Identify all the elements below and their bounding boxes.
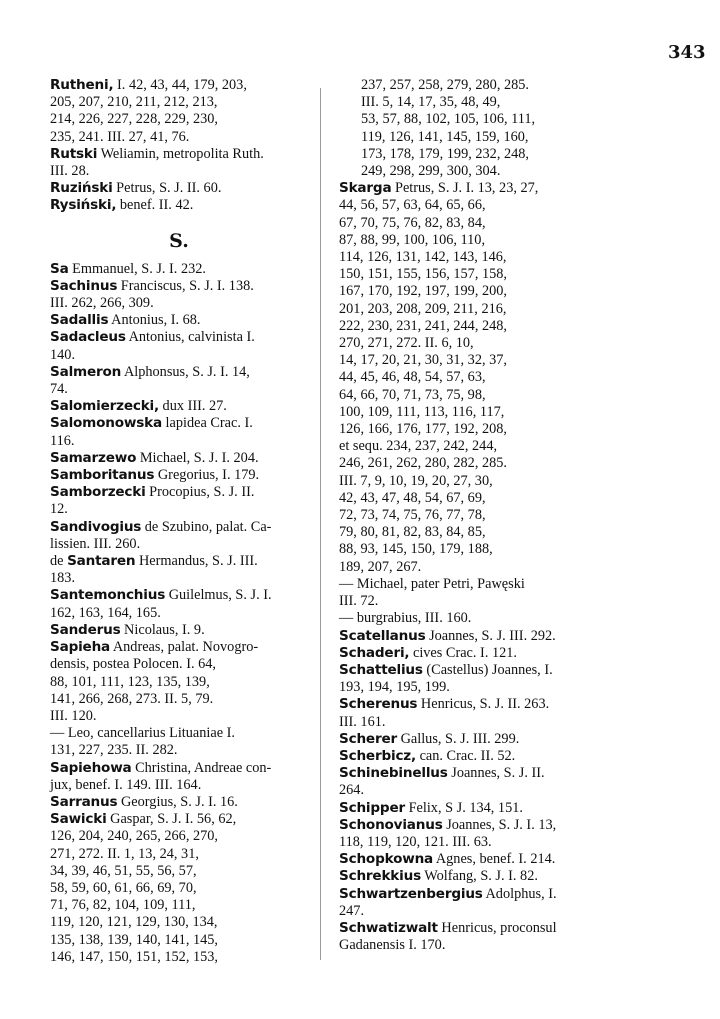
entry-line bbox=[339, 782, 590, 799]
index-entry bbox=[339, 610, 590, 627]
entry-headword: Sachinus bbox=[50, 277, 118, 294]
entry-line bbox=[50, 484, 308, 501]
entry-line bbox=[339, 833, 590, 851]
entry-text: III. 28. bbox=[50, 163, 90, 180]
entry-line bbox=[339, 644, 590, 662]
entry-text: Georgius, S. J. I. 16. bbox=[120, 793, 238, 810]
entry-text: III. 120. bbox=[50, 707, 97, 724]
entry-text: Gallus, S. J. III. 299. bbox=[400, 730, 520, 747]
entry-line bbox=[50, 879, 308, 897]
index-entry bbox=[339, 800, 590, 817]
entry-text: 79, 80, 81, 82, 83, 84, 85, bbox=[339, 524, 486, 541]
entry-line bbox=[50, 776, 308, 794]
entry-headword: Sandivogius bbox=[50, 518, 142, 535]
entry-headword: Sapiehowa bbox=[50, 759, 132, 776]
entry-line bbox=[50, 363, 308, 381]
entry-headword: Sanderus bbox=[50, 621, 121, 638]
entry-line bbox=[339, 214, 590, 232]
entry-line bbox=[339, 661, 590, 679]
entry-headword: Schipper bbox=[339, 799, 405, 816]
index-entry bbox=[50, 415, 308, 449]
entry-text: 118, 119, 120, 121. III. 63. bbox=[339, 833, 492, 850]
entry-line bbox=[339, 231, 590, 249]
entry-line bbox=[50, 931, 308, 949]
entry-line bbox=[339, 868, 590, 885]
entry-prefix: — bbox=[50, 725, 65, 742]
index-entry bbox=[50, 197, 308, 214]
entry-text: densis, postea Polocen. I. 64, bbox=[50, 656, 216, 673]
entry-text: 270, 271, 272. II. 6, 10, bbox=[339, 335, 474, 352]
entry-text: Michael, S. J. I. 204. bbox=[139, 449, 259, 466]
section-heading: S. bbox=[169, 229, 189, 252]
index-entry bbox=[50, 553, 308, 587]
entry-line bbox=[50, 587, 308, 604]
entry-text: Gregorius, I. 179. bbox=[157, 467, 260, 484]
entry-text: Michael, pater Petri, Pawęski bbox=[356, 575, 525, 592]
entry-text: III. 262, 266, 309. bbox=[50, 295, 154, 312]
index-entry bbox=[50, 622, 308, 639]
entry-line bbox=[339, 816, 590, 834]
entry-text: 114, 126, 131, 142, 143, 146, bbox=[339, 249, 507, 266]
index-entry bbox=[50, 450, 308, 467]
entry-line bbox=[339, 765, 590, 782]
entry-headword: Sa bbox=[50, 260, 69, 277]
entry-line bbox=[339, 799, 590, 817]
entry-headword: Schwatizwalt bbox=[339, 919, 438, 936]
entry-text: Petrus, S. J. I. 13, 23, 27, bbox=[395, 180, 539, 197]
index-entry bbox=[50, 760, 308, 794]
entry-text: Franciscus, S. J. I. 138. bbox=[120, 277, 254, 294]
entry-text: 247. bbox=[339, 902, 365, 919]
entry-line bbox=[50, 197, 308, 214]
entry-line bbox=[50, 656, 308, 673]
entry-line bbox=[339, 851, 590, 868]
entry-line bbox=[339, 541, 590, 558]
entry-line bbox=[339, 627, 590, 645]
entry-line bbox=[339, 524, 590, 541]
entry-text: 126, 204, 240, 265, 266, 270, bbox=[50, 828, 218, 845]
entry-line bbox=[339, 352, 590, 369]
entry-line bbox=[50, 759, 308, 777]
entry-line bbox=[339, 593, 590, 610]
entry-headword: Schattelius bbox=[339, 661, 423, 678]
entry-text: Henricus, S. J. II. 263. bbox=[420, 696, 550, 713]
entry-headword: Samboritanus bbox=[50, 467, 155, 484]
index-entry bbox=[50, 398, 308, 415]
entry-text: Gadanensis I. 170. bbox=[339, 937, 446, 954]
entry-text: 119, 120, 121, 129, 130, 134, bbox=[50, 914, 218, 931]
entry-line bbox=[50, 793, 308, 811]
entry-text: 150, 151, 155, 156, 157, 158, bbox=[339, 266, 507, 283]
entry-prefix: — bbox=[339, 610, 354, 627]
entry-text: 246, 261, 262, 280, 282, 285. bbox=[339, 455, 507, 472]
entry-text: 214, 226, 227, 228, 229, 230, bbox=[50, 111, 218, 128]
entry-text: Henricus, proconsul bbox=[441, 919, 557, 936]
entry-headword: Sapieha bbox=[50, 639, 111, 656]
entry-line bbox=[50, 518, 308, 536]
index-entry bbox=[339, 696, 590, 730]
entry-text: jux, benef. I. 149. III. 164. bbox=[50, 776, 202, 793]
entry-headword: Samborzecki bbox=[50, 484, 146, 501]
entry-line bbox=[339, 317, 590, 335]
entry-line bbox=[50, 828, 308, 845]
entry-headword: Sarranus bbox=[50, 793, 118, 810]
entry-text: 131, 227, 235. II. 282. bbox=[50, 742, 178, 759]
entry-line bbox=[361, 129, 590, 146]
entry-line bbox=[339, 421, 590, 438]
entry-headword: Schwartzenbergius bbox=[339, 885, 483, 902]
entry-line bbox=[50, 277, 308, 295]
entry-text: 58, 59, 60, 61, 66, 69, 70, bbox=[50, 879, 197, 896]
entry-text: benef. II. 42. bbox=[119, 197, 194, 214]
entry-text: 100, 109, 111, 113, 116, 117, bbox=[339, 403, 505, 420]
entry-headword: Rysiński, bbox=[50, 197, 117, 214]
entry-text: Hermandus, S. J. III. bbox=[138, 553, 258, 570]
entry-line bbox=[339, 713, 590, 731]
entry-line bbox=[50, 128, 308, 146]
index-entry bbox=[339, 731, 590, 748]
entry-line bbox=[339, 696, 590, 713]
entry-line bbox=[339, 335, 590, 352]
entry-text: burgrabius, III. 160. bbox=[356, 610, 472, 627]
entry-headword: Rutheni, bbox=[50, 77, 114, 93]
entry-line bbox=[50, 329, 308, 346]
entry-line bbox=[50, 449, 308, 467]
entry-headword: Scatellanus bbox=[339, 627, 426, 644]
entry-text: 12. bbox=[50, 501, 68, 518]
entry-line bbox=[50, 501, 308, 518]
index-entry bbox=[339, 851, 590, 868]
entry-headword: Schopkowna bbox=[339, 851, 434, 868]
entry-text: Antonius, calvinista I. bbox=[128, 329, 255, 346]
entry-line bbox=[50, 535, 308, 553]
entry-line bbox=[339, 937, 590, 954]
entry-text: I. 42, 43, 44, 179, 203, bbox=[117, 77, 247, 93]
entry-text: 88, 93, 145, 150, 179, 188, bbox=[339, 541, 493, 558]
entry-text: can. Crac. II. 52. bbox=[419, 747, 516, 764]
entry-text: Joannes, S. J. III. 292. bbox=[429, 627, 556, 644]
entry-line bbox=[50, 639, 308, 656]
entry-text: Adolphus, I. bbox=[485, 885, 557, 902]
entry-text: Petrus, S. J. II. 60. bbox=[116, 180, 222, 197]
entry-text: III. 5, 14, 17, 35, 48, 49, bbox=[361, 94, 501, 111]
entry-text: 14, 17, 20, 21, 30, 31, 32, 37, bbox=[339, 352, 507, 369]
entry-line bbox=[339, 369, 590, 386]
entry-line bbox=[50, 145, 308, 163]
entry-text: 116. bbox=[50, 432, 75, 449]
entry-line bbox=[50, 381, 308, 398]
entry-line bbox=[339, 558, 590, 576]
index-entry bbox=[50, 261, 308, 278]
entry-line bbox=[50, 811, 308, 828]
index-entry bbox=[339, 886, 590, 920]
right-column bbox=[339, 77, 590, 954]
entry-text: (Castellus) Joannes, I. bbox=[426, 661, 553, 678]
entry-headword: Skarga bbox=[339, 180, 392, 197]
entry-headword: Scherbicz, bbox=[339, 747, 416, 764]
index-entry bbox=[50, 794, 308, 811]
index-entry bbox=[50, 587, 308, 621]
entry-line bbox=[339, 730, 590, 748]
entry-line bbox=[339, 266, 590, 283]
entry-text: Joannes, S. J. I. 13, bbox=[446, 816, 557, 833]
entry-text: 135, 138, 139, 140, 141, 145, bbox=[50, 931, 218, 948]
entry-line bbox=[50, 621, 308, 639]
entry-line bbox=[50, 553, 308, 570]
entry-text: et sequ. 234, 237, 242, 244, bbox=[339, 438, 498, 455]
entry-text: 189, 207, 267. bbox=[339, 558, 422, 575]
index-entry bbox=[339, 77, 590, 180]
index-entry bbox=[339, 576, 590, 610]
entry-headword: Scherenus bbox=[339, 696, 418, 713]
entry-text: 126, 166, 176, 177, 192, 208, bbox=[339, 421, 507, 438]
entry-line bbox=[339, 507, 590, 524]
entry-text: 235, 241. III. 27, 41, 76. bbox=[50, 128, 190, 145]
entry-text: Antonius, I. 68. bbox=[111, 312, 201, 329]
entry-text: Wolfang, S. J. I. 82. bbox=[424, 868, 538, 885]
entry-line bbox=[50, 914, 308, 931]
entry-text: Procopius, S. J. II. bbox=[149, 484, 255, 501]
entry-line bbox=[50, 260, 308, 278]
entry-text: Leo, cancellarius Lituaniae I. bbox=[67, 725, 235, 742]
entry-headword: Samarzewo bbox=[50, 449, 137, 466]
entry-text: 34, 39, 46, 51, 55, 56, 57, bbox=[50, 862, 197, 879]
entry-line bbox=[50, 742, 308, 759]
entry-text: 141, 266, 268, 273. II. 5, 79. bbox=[50, 690, 214, 707]
entry-text: 53, 57, 88, 102, 105, 106, 111, bbox=[361, 111, 536, 128]
index-entry bbox=[50, 146, 308, 180]
entry-headword: Salomonowska bbox=[50, 415, 162, 432]
entry-headword: Santaren bbox=[67, 553, 136, 570]
entry-line bbox=[50, 77, 308, 94]
entry-text: lapidea Crac. I. bbox=[165, 415, 253, 432]
entry-line bbox=[339, 747, 590, 765]
entry-line bbox=[50, 415, 308, 432]
entry-text: Joannes, S. J. II. bbox=[451, 765, 545, 782]
entry-line bbox=[339, 283, 590, 300]
entry-line bbox=[339, 180, 590, 197]
entry-line bbox=[50, 346, 308, 364]
index-entry bbox=[50, 312, 308, 329]
entry-text: 44, 45, 46, 48, 54, 57, 63, bbox=[339, 369, 486, 386]
index-entry bbox=[50, 519, 308, 553]
index-entry bbox=[50, 639, 308, 725]
entry-line bbox=[339, 300, 590, 318]
index-entry bbox=[50, 484, 308, 518]
entry-line bbox=[361, 111, 590, 128]
entry-headword: Sadallis bbox=[50, 312, 109, 329]
entry-text: Agnes, benef. I. 214. bbox=[435, 851, 556, 868]
index-entry bbox=[339, 645, 590, 662]
entry-text: Gaspar, S. J. I. 56, 62, bbox=[110, 811, 237, 828]
entry-text: 146, 147, 150, 151, 152, 153, bbox=[50, 948, 218, 965]
entry-line bbox=[361, 94, 590, 111]
entry-line bbox=[361, 77, 590, 94]
index-entry bbox=[339, 920, 590, 954]
entry-line bbox=[339, 919, 590, 937]
entry-line bbox=[50, 570, 308, 587]
entry-line bbox=[50, 432, 308, 450]
entry-line bbox=[50, 604, 308, 622]
entry-headword: Salomierzecki, bbox=[50, 398, 159, 415]
entry-text: 173, 178, 179, 199, 232, 248, bbox=[361, 145, 529, 162]
entry-headword: Schaderi, bbox=[339, 644, 410, 661]
entry-line bbox=[339, 197, 590, 214]
entry-line bbox=[339, 249, 590, 266]
column-divider bbox=[320, 88, 321, 960]
entry-headword: Scherer bbox=[339, 730, 397, 747]
entry-line bbox=[50, 690, 308, 708]
entry-line bbox=[339, 472, 590, 490]
entry-text: Andreas, palat. Novogro- bbox=[112, 639, 259, 656]
entry-text: III. 72. bbox=[339, 593, 379, 610]
entry-line bbox=[339, 902, 590, 920]
entry-text: 162, 163, 164, 165. bbox=[50, 604, 161, 621]
entry-text: Emmanuel, S. J. I. 232. bbox=[72, 260, 206, 277]
entry-text: 205, 207, 210, 211, 212, 213, bbox=[50, 94, 218, 111]
entry-line bbox=[50, 725, 308, 742]
entry-line bbox=[50, 707, 308, 725]
index-entry bbox=[339, 868, 590, 885]
index-entry bbox=[50, 180, 308, 197]
entry-text: dux III. 27. bbox=[162, 398, 227, 415]
entry-text: 87, 88, 99, 100, 106, 110, bbox=[339, 231, 486, 248]
entry-headword: Santemonchius bbox=[50, 587, 166, 604]
index-entry bbox=[50, 811, 308, 966]
entry-text: 71, 76, 82, 104, 109, 111, bbox=[50, 897, 196, 914]
index-entry bbox=[50, 77, 308, 146]
entry-line bbox=[50, 295, 308, 312]
entry-headword: Schonovianus bbox=[339, 816, 443, 833]
index-entry bbox=[50, 467, 308, 484]
entry-line bbox=[50, 312, 308, 329]
entry-prefix: de bbox=[50, 553, 64, 570]
entry-line bbox=[50, 398, 308, 415]
entry-line bbox=[339, 403, 590, 421]
entry-text: Felix, S J. 134, 151. bbox=[408, 799, 523, 816]
entry-text: Alphonsus, S. J. I. 14, bbox=[123, 363, 250, 380]
entry-headword: Sawicki bbox=[50, 811, 107, 828]
entry-line bbox=[50, 163, 308, 180]
entry-line bbox=[50, 111, 308, 128]
entry-text: 193, 194, 195, 199. bbox=[339, 679, 450, 696]
entry-line bbox=[50, 180, 308, 197]
entry-text: lissien. III. 260. bbox=[50, 535, 141, 552]
entry-text: 88, 101, 111, 123, 135, 139, bbox=[50, 673, 210, 690]
entry-text: 237, 257, 258, 279, 280, 285. bbox=[361, 77, 529, 93]
entry-text: 74. bbox=[50, 381, 68, 398]
entry-line bbox=[361, 163, 590, 180]
entry-line bbox=[339, 679, 590, 696]
entry-text: 201, 203, 208, 209, 211, 216, bbox=[339, 300, 507, 317]
entry-line bbox=[339, 455, 590, 472]
entry-text: 222, 230, 231, 241, 244, 248, bbox=[339, 317, 507, 334]
entry-text: 264. bbox=[339, 782, 365, 799]
entry-text: de Szubino, palat. Ca- bbox=[144, 518, 272, 535]
entry-line bbox=[50, 862, 308, 880]
entry-text: 119, 126, 141, 145, 159, 160, bbox=[361, 128, 529, 145]
entry-text: 64, 66, 70, 71, 73, 75, 98, bbox=[339, 386, 486, 403]
index-entry bbox=[339, 180, 590, 576]
entry-line bbox=[339, 885, 590, 903]
entry-line bbox=[339, 610, 590, 627]
entry-text: 167, 170, 192, 197, 199, 200, bbox=[339, 283, 507, 300]
index-entry bbox=[339, 662, 590, 696]
index-entry bbox=[50, 364, 308, 398]
entry-text: 72, 73, 74, 75, 76, 77, 78, bbox=[339, 507, 486, 524]
entry-line bbox=[50, 467, 308, 484]
entry-line bbox=[50, 673, 308, 691]
entry-headword: Schinebinellus bbox=[339, 765, 448, 782]
entry-text: 249, 298, 299, 300, 304. bbox=[361, 163, 501, 180]
entry-text: 42, 43, 47, 48, 54, 67, 69, bbox=[339, 489, 486, 506]
entry-text: 271, 272. II. 1, 13, 24, 31, bbox=[50, 845, 199, 862]
entry-headword: Ruziński bbox=[50, 180, 113, 197]
entry-headword: Salmeron bbox=[50, 363, 122, 380]
entry-line bbox=[50, 94, 308, 111]
entry-text: Weliamin, metropolita Ruth. bbox=[100, 145, 264, 162]
entry-line bbox=[361, 146, 590, 163]
entry-text: 140. bbox=[50, 346, 76, 363]
entry-line bbox=[50, 948, 308, 966]
index-entry bbox=[50, 725, 308, 759]
entry-line bbox=[50, 897, 308, 914]
page-number: 343 bbox=[668, 42, 706, 63]
entry-text: 67, 70, 75, 76, 82, 83, 84, bbox=[339, 214, 486, 231]
entry-line bbox=[339, 575, 590, 593]
entry-text: III. 7, 9, 10, 19, 20, 27, 30, bbox=[339, 472, 493, 489]
index-entry bbox=[339, 817, 590, 851]
left-column bbox=[50, 77, 308, 966]
entry-text: 44, 56, 57, 63, 64, 65, 66, bbox=[339, 197, 486, 214]
entry-text: III. 161. bbox=[339, 713, 386, 730]
entry-text: Guilelmus, S. J. I. bbox=[168, 587, 272, 604]
index-entry bbox=[339, 628, 590, 645]
entry-text: Christina, Andreae con- bbox=[135, 759, 272, 776]
entry-headword: Schrekkius bbox=[339, 868, 421, 885]
index-entry bbox=[50, 278, 308, 312]
entry-text: Nicolaus, I. 9. bbox=[124, 621, 205, 638]
entry-text: cives Crac. I. 121. bbox=[412, 644, 517, 661]
index-entry bbox=[339, 765, 590, 799]
entry-headword: Sadacleus bbox=[50, 329, 126, 346]
index-entry bbox=[339, 748, 590, 765]
entry-headword: Rutski bbox=[50, 145, 98, 162]
entry-line bbox=[50, 845, 308, 863]
index-entry bbox=[50, 329, 308, 363]
entry-line bbox=[339, 489, 590, 507]
entry-line bbox=[339, 438, 590, 455]
entry-prefix: — bbox=[339, 575, 354, 592]
entry-text: 183. bbox=[50, 570, 76, 587]
entry-line bbox=[339, 386, 590, 404]
